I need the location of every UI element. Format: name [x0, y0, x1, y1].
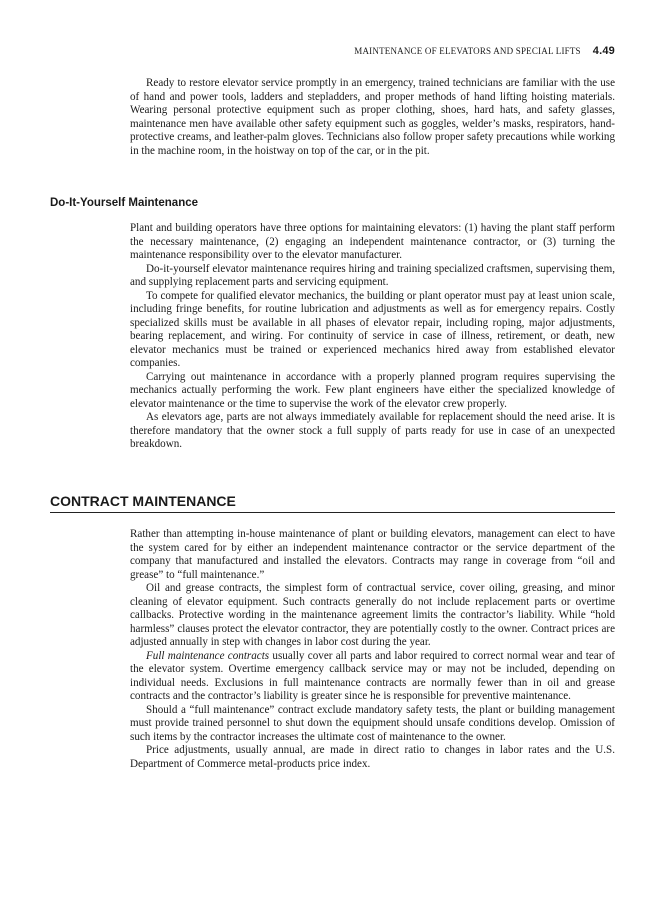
diy-paragraph: As elevators age, parts are not always immediately available for replacement should the need arise. It is therefore mandatory that the owner stock a full supply of parts ready for use in case of an unexpected breakdown. [130, 411, 615, 450]
running-head [130, 45, 615, 57]
intro-paragraph: Ready to restore elevator service promptly in an emergency, trained technicians are familiar with the use of hand and power tools, ladders and stepladders, and proper methods of hand lifting hoisting materials. Wearing personal protective equipment such as proper clothing, shoes, hard hats, and safety glasses, maintenance men have available other safety equipment such as goggles, welder’s masks, respirators, hand-protective creams, and leather-palm gloves. Technicians also follow proper safety precautions while working in the machine room, in the hoistway on top of the car, or in the pit. [130, 77, 615, 157]
diy-paragraph: Plant and building operators have three options for maintaining elevators: (1) having the plant staff perform the necessary maintenance, (2) engaging an independent maintenance contractor, or (3) turning the maintenance responsibility over to the elevator manufacturer. [130, 222, 615, 261]
contract-paragraph-full-maintenance [130, 650, 615, 704]
contract-section [130, 528, 615, 771]
contract-paragraph: Rather than attempting in-house maintenance of plant or building elevators, management can elect to have the system cared for by either an independent maintenance contractor or the service department of the company that manufactured and installed the elevators. Contracts may range in coverage from “oil and grease” to “full maintenance.” [130, 528, 615, 581]
running-title: MAINTENANCE OF ELEVATORS AND SPECIAL LIFTS [354, 46, 581, 56]
contract-paragraph: Should a “full maintenance” contract exclude mandatory safety tests, the plant or building management must provide trained personnel to shut down the equipment should unsafe conditions develop. Omission of such items by the contractor increases the ultimate cost of maintenance to the owner. [130, 703, 615, 743]
contract-heading: CONTRACT MAINTENANCE [50, 493, 615, 513]
diy-paragraph: Carrying out maintenance in accordance with a properly planned program requires supervising the mechanics actually performing the work. Few plant engineers have either the specialized knowledge of elevator maintenance or the time to supervise the work of the elevator crew properly. [130, 370, 615, 410]
full-maintenance-term: Full maintenance contracts [146, 649, 270, 662]
diy-paragraph: Do-it-yourself elevator maintenance requires hiring and training specialized craftsmen, supervising them, and supplying replacement parts and servicing equipment. [130, 262, 615, 288]
contract-paragraph: Oil and grease contracts, the simplest form of contractual service, cover oiling, greasing, and minor cleaning of elevator equipment. Such contracts generally do not include replacement parts or overtime callbacks. Protective wording in the maintenance agreement limits the contractor’s liability. While “hold harmless” clauses protect the elevator contractor, they are potentially costly to the owner. Contract prices are adjusted annually in step with changes in labor cost during the year. [130, 582, 615, 648]
contract-paragraph: Price adjustments, usually annual, are made in direct ratio to changes in labor rates and the U.S. Department of Commerce metal-products price index. [130, 744, 615, 770]
diy-paragraph: To compete for qualified elevator mechanics, the building or plant operator must pay at least union scale, including fringe benefits, for routine lubrication and adjustments as well as for emergency repairs. Costly specialized skills must be available in all phases of elevator repair, including roping, major adjustments, bearing replacement, and wiring. For continuity of service in case of illness, retirement, or death, new elevator mechanics must be trained or experienced mechanics hired away from established elevator companies. [130, 289, 615, 369]
page-number: 4.49 [592, 45, 615, 57]
full-maintenance-text: usually cover all parts and labor required to correct normal wear and tear of the elevator system. Overtime emergency callback service may or may not be included, depending on individual needs. Exclusions in full maintenance contracts are normally fewer than in oil and grease contracts and the contractor’s liability is greater since he is responsible for preventive maintenance. [130, 649, 615, 702]
diy-heading: Do-It-Yourself Maintenance [50, 197, 199, 209]
diy-section [130, 222, 615, 452]
intro-section [130, 77, 615, 158]
